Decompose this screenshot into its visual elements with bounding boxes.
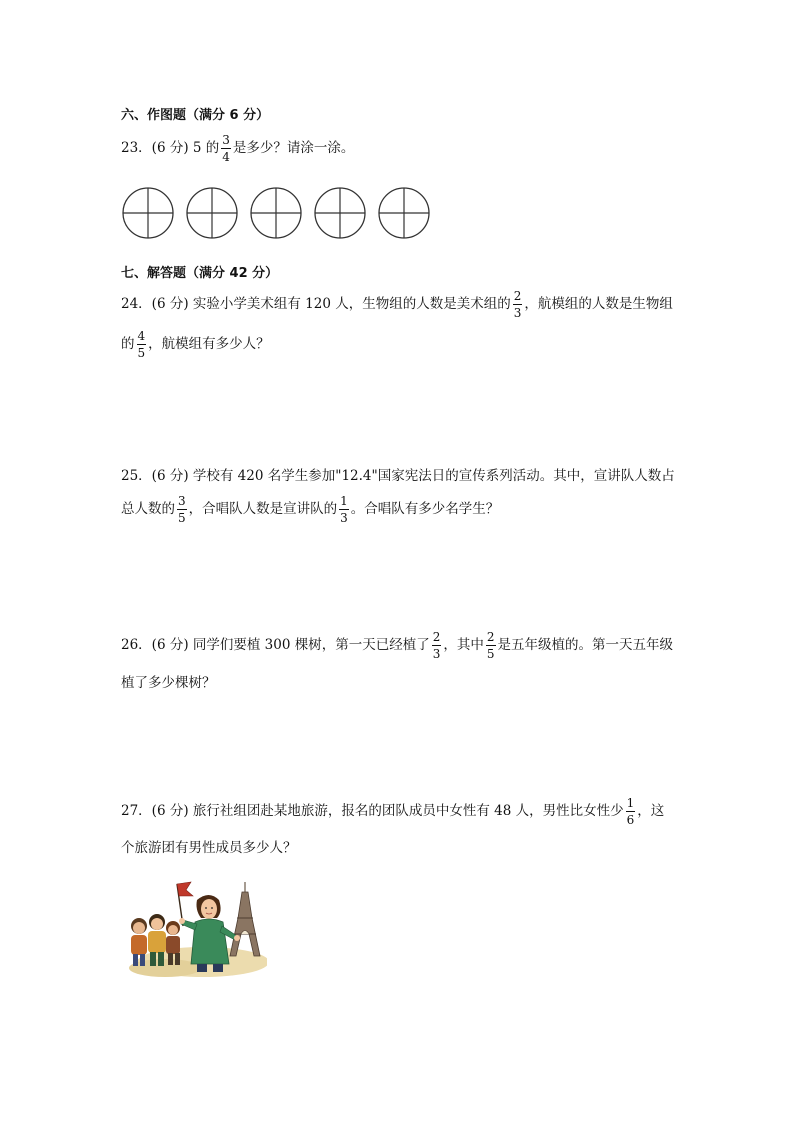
circle-2[interactable] <box>187 188 237 238</box>
q25-line1: 25．(6 分) 学校有 420 名学生参加"12.4"国家宪法日的宣传系列活动。其中，宣讲队人数占 <box>121 468 675 484</box>
question-25-line-1 <box>121 470 675 484</box>
q27-line1-prefix: 27．(6 分) 旅行社组团赴某地旅游，报名的团队成员中女性有 48 人，男性比女性少 <box>121 802 624 819</box>
q26-line2: 植了多少棵树？ <box>121 675 216 691</box>
q25-line2-middle: ，合唱队人数是宣讲队的 <box>188 500 338 517</box>
q25-line2-prefix: 总人数的 <box>121 500 175 517</box>
q25-fraction-1 <box>177 495 187 524</box>
quartered-circles <box>121 186 441 240</box>
fraction-bar <box>432 645 442 646</box>
q24-fraction-1-denominator: 3 <box>513 306 522 320</box>
q25-line2-suffix: 。合唱队有多少名学生？ <box>350 500 500 517</box>
fraction-bar <box>221 148 231 149</box>
q27-fraction-denominator: 6 <box>626 813 635 827</box>
q24-line2-prefix: 的 <box>121 335 135 352</box>
q27-line2: 个旅游团有男性成员多少人？ <box>121 840 297 856</box>
fraction-bar <box>486 645 496 646</box>
fraction-bar <box>626 811 636 812</box>
question-24-line-1 <box>121 290 673 319</box>
q23-suffix: 是多少？请涂一涂。 <box>232 139 355 156</box>
q24-fraction-2-denominator: 5 <box>137 346 146 360</box>
q26-line1-middle: ，其中 <box>443 636 484 653</box>
q24-fraction-2 <box>137 330 147 359</box>
fraction-bar <box>137 344 147 345</box>
q24-fraction-1 <box>513 290 523 319</box>
flag-icon <box>177 882 193 926</box>
q26-fraction-1-numerator: 2 <box>432 630 441 644</box>
fraction-bar <box>177 509 187 510</box>
fraction-bar <box>513 304 523 305</box>
q25-fraction-1-numerator: 3 <box>178 494 186 508</box>
question-27-line-2 <box>121 842 297 856</box>
circle-1[interactable] <box>123 188 173 238</box>
q26-fraction-1 <box>432 631 442 660</box>
q26-fraction-1-denominator: 3 <box>432 647 441 661</box>
question-26-line-2 <box>121 677 216 691</box>
tour-group-illustration <box>125 878 267 978</box>
q26-fraction-2-denominator: 5 <box>486 647 495 661</box>
question-26-line-1 <box>121 631 673 660</box>
ground-shadow <box>129 959 201 977</box>
circle-5[interactable] <box>379 188 429 238</box>
q26-line1-prefix: 26．(6 分) 同学们要植 300 棵树，第一天已经植了 <box>121 636 430 653</box>
q27-line1-suffix: ，这 <box>637 802 665 819</box>
question-24-line-2 <box>121 330 270 359</box>
q24-line2-suffix: ，航模组有多少人？ <box>148 335 270 352</box>
q25-fraction-2-numerator: 1 <box>340 494 348 508</box>
q23-fraction <box>221 134 231 163</box>
children-figures <box>131 914 180 966</box>
circle-3[interactable] <box>251 188 301 238</box>
circle-4[interactable] <box>315 188 365 238</box>
question-25-line-2 <box>121 495 499 524</box>
section-6-heading: 六、作图题（满分 6 分） <box>121 108 270 123</box>
section-7-heading: 七、解答题（满分 42 分） <box>121 266 279 281</box>
question-27-line-1 <box>121 797 664 826</box>
q24-fraction-1-numerator: 2 <box>513 289 522 303</box>
q24-line1-prefix: 24．(6 分) 实验小学美术组有 120 人，生物组的人数是美术组的 <box>121 295 511 312</box>
q25-fraction-1-denominator: 5 <box>178 511 186 525</box>
q24-line1-suffix: ，航模组的人数是生物组 <box>524 295 673 312</box>
q23-fraction-numerator: 3 <box>222 133 230 147</box>
q27-fraction-numerator: 1 <box>626 796 635 810</box>
q27-fraction <box>626 797 636 826</box>
q26-line1-suffix: 是五年级植的。第一天五年级 <box>497 636 674 653</box>
q23-prefix: 23．(6 分) 5 的 <box>121 139 220 156</box>
question-23 <box>121 134 354 163</box>
fraction-bar <box>339 509 349 510</box>
q25-fraction-2 <box>339 495 349 524</box>
q23-fraction-denominator: 4 <box>222 150 230 164</box>
q25-fraction-2-denominator: 3 <box>340 511 348 525</box>
q26-fraction-2 <box>486 631 496 660</box>
q24-fraction-2-numerator: 4 <box>137 329 146 343</box>
q26-fraction-2-numerator: 2 <box>486 630 495 644</box>
eiffel-tower-icon <box>230 882 260 956</box>
